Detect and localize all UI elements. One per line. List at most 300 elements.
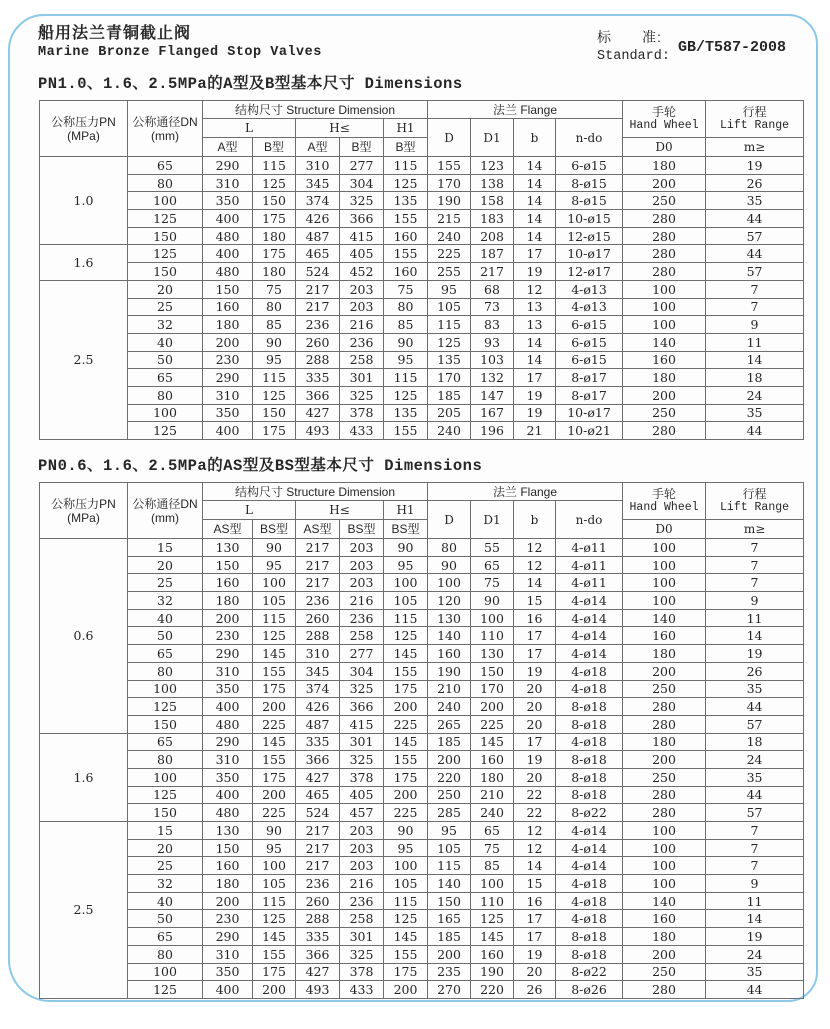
table-cell: 4-ø14 bbox=[556, 839, 623, 857]
table-cell: 180 bbox=[623, 645, 706, 663]
table-row bbox=[40, 945, 804, 963]
header-pressure bbox=[40, 483, 128, 539]
table-cell: 57 bbox=[706, 227, 804, 245]
table-cell: 20 bbox=[514, 698, 556, 716]
table-cell: 155 bbox=[384, 422, 428, 440]
table-cell: 25 bbox=[128, 574, 203, 592]
table-cell: 55 bbox=[471, 539, 514, 557]
table-cell: 200 bbox=[203, 333, 253, 351]
table-cell: 14 bbox=[514, 574, 556, 592]
table-cell: 250 bbox=[623, 963, 706, 981]
table-cell: 9 bbox=[706, 316, 804, 334]
table-cell: 125 bbox=[128, 698, 203, 716]
table-cell: 167 bbox=[471, 404, 514, 422]
table-cell: 140 bbox=[623, 609, 706, 627]
table-cell: 208 bbox=[471, 227, 514, 245]
table-row bbox=[40, 351, 804, 369]
table-cell: 230 bbox=[203, 910, 253, 928]
table-cell: 165 bbox=[428, 910, 471, 928]
header-lift-range-en: Lift Range bbox=[720, 119, 790, 132]
table-cell: 185 bbox=[428, 928, 471, 946]
table-cell: 427 bbox=[296, 768, 340, 786]
table-cell: 190 bbox=[428, 662, 471, 680]
table-cell: 17 bbox=[514, 910, 556, 928]
table-cell: 185 bbox=[428, 386, 471, 404]
table-cell: 487 bbox=[296, 227, 340, 245]
table-cell: 65 bbox=[471, 822, 514, 840]
table-cell: 17 bbox=[514, 245, 556, 263]
table-cell: 310 bbox=[203, 662, 253, 680]
table-row bbox=[40, 857, 804, 875]
table-cell: 100 bbox=[623, 280, 706, 298]
table-cell: 95 bbox=[253, 351, 296, 369]
table-cell: 9 bbox=[706, 875, 804, 893]
table-cell: 6-ø15 bbox=[556, 316, 623, 334]
table-cell: 57 bbox=[706, 715, 804, 733]
table-cell: 7 bbox=[706, 822, 804, 840]
table-cell: 14 bbox=[514, 192, 556, 210]
table-cell: 22 bbox=[514, 804, 556, 822]
table-cell: 100 bbox=[623, 875, 706, 893]
table-cell: 304 bbox=[340, 174, 384, 192]
table-cell: 277 bbox=[340, 645, 384, 663]
table-cell: 10-ø17 bbox=[556, 245, 623, 263]
table-cell: 65 bbox=[128, 645, 203, 663]
table-cell: 217 bbox=[296, 574, 340, 592]
table-cell: 4-ø14 bbox=[556, 822, 623, 840]
table-cell: 105 bbox=[253, 592, 296, 610]
table-cell: 217 bbox=[296, 280, 340, 298]
table-cell: 160 bbox=[623, 351, 706, 369]
table-cell: 200 bbox=[384, 981, 428, 999]
header-lift-range bbox=[706, 101, 804, 138]
table-cell: 115 bbox=[384, 157, 428, 175]
header-b: b bbox=[514, 119, 556, 157]
table-cell: 125 bbox=[128, 981, 203, 999]
table-cell: 100 bbox=[384, 857, 428, 875]
table-cell: 115 bbox=[384, 369, 428, 387]
table-cell: 285 bbox=[428, 804, 471, 822]
table-cell: 75 bbox=[471, 574, 514, 592]
table-cell: 19 bbox=[514, 263, 556, 281]
table-cell: 100 bbox=[623, 556, 706, 574]
table-cell: 190 bbox=[471, 963, 514, 981]
header-H1: H1 bbox=[384, 119, 428, 138]
dimensions-table-ab bbox=[39, 100, 804, 440]
table-row bbox=[40, 422, 804, 440]
table-cell: 20 bbox=[128, 280, 203, 298]
table-cell: 90 bbox=[428, 556, 471, 574]
header-type-a: A型 bbox=[203, 138, 253, 157]
table-cell: 7 bbox=[706, 280, 804, 298]
table-cell: 14 bbox=[514, 227, 556, 245]
table-cell: 105 bbox=[384, 592, 428, 610]
table-cell: 405 bbox=[340, 786, 384, 804]
table-cell: 415 bbox=[340, 715, 384, 733]
table-cell: 4-ø11 bbox=[556, 556, 623, 574]
table-cell: 190 bbox=[428, 192, 471, 210]
table-cell: 200 bbox=[623, 751, 706, 769]
table-cell: 187 bbox=[471, 245, 514, 263]
table-cell: 14 bbox=[514, 857, 556, 875]
table-cell: 100 bbox=[128, 404, 203, 422]
table-cell: 230 bbox=[203, 627, 253, 645]
table-row bbox=[40, 627, 804, 645]
table-cell: 14 bbox=[514, 210, 556, 228]
table-cell: 4-ø13 bbox=[556, 280, 623, 298]
table-cell: 19 bbox=[706, 645, 804, 663]
table-cell: 7 bbox=[706, 839, 804, 857]
table-row bbox=[40, 245, 804, 263]
table-cell: 115 bbox=[253, 157, 296, 175]
table-cell: 250 bbox=[623, 404, 706, 422]
table-cell: 258 bbox=[340, 351, 384, 369]
table-cell: 220 bbox=[471, 981, 514, 999]
table-cell: 93 bbox=[471, 333, 514, 351]
table-cell: 14 bbox=[706, 627, 804, 645]
table-cell: 150 bbox=[203, 556, 253, 574]
table-cell: 125 bbox=[128, 245, 203, 263]
table-cell: 125 bbox=[253, 174, 296, 192]
table-cell: 280 bbox=[623, 981, 706, 999]
table-row bbox=[40, 574, 804, 592]
table-cell: 100 bbox=[623, 574, 706, 592]
header-type-bs: BS型 bbox=[253, 520, 296, 539]
table-cell: 400 bbox=[203, 210, 253, 228]
table-cell: 135 bbox=[384, 192, 428, 210]
table-cell: 13 bbox=[514, 316, 556, 334]
standard-labels bbox=[597, 28, 670, 66]
header-type-as: AS型 bbox=[296, 520, 340, 539]
table-cell: 374 bbox=[296, 680, 340, 698]
table-row bbox=[40, 698, 804, 716]
table-cell: 250 bbox=[623, 192, 706, 210]
table-row bbox=[40, 910, 804, 928]
table-cell: 155 bbox=[384, 245, 428, 263]
table-cell: 155 bbox=[384, 751, 428, 769]
table-cell: 160 bbox=[428, 645, 471, 663]
table-cell: 4-ø13 bbox=[556, 298, 623, 316]
table-cell: 80 bbox=[128, 751, 203, 769]
table-cell: 280 bbox=[623, 263, 706, 281]
table-cell: 433 bbox=[340, 422, 384, 440]
table-row bbox=[40, 715, 804, 733]
table-cell: 200 bbox=[253, 698, 296, 716]
header-D: D bbox=[428, 501, 471, 539]
table-cell: 145 bbox=[471, 928, 514, 946]
table-cell: 145 bbox=[253, 928, 296, 946]
table-cell: 217 bbox=[471, 263, 514, 281]
table-cell: 8-ø17 bbox=[556, 386, 623, 404]
table-row bbox=[40, 981, 804, 999]
table-cell: 158 bbox=[471, 192, 514, 210]
table-row bbox=[40, 369, 804, 387]
table-cell: 350 bbox=[203, 963, 253, 981]
table-cell: 115 bbox=[428, 857, 471, 875]
pn-group-cell: 2.5 bbox=[40, 280, 128, 439]
table-cell: 100 bbox=[471, 609, 514, 627]
table-cell: 4-ø14 bbox=[556, 857, 623, 875]
table-cell: 280 bbox=[623, 227, 706, 245]
table-cell: 180 bbox=[253, 263, 296, 281]
table-cell: 405 bbox=[340, 245, 384, 263]
table-cell: 200 bbox=[428, 945, 471, 963]
table-row bbox=[40, 768, 804, 786]
table-cell: 350 bbox=[203, 680, 253, 698]
table-cell: 8-ø22 bbox=[556, 963, 623, 981]
table-cell: 200 bbox=[203, 609, 253, 627]
table-cell: 225 bbox=[253, 804, 296, 822]
table-cell: 255 bbox=[428, 263, 471, 281]
table-cell: 145 bbox=[471, 733, 514, 751]
table-row bbox=[40, 822, 804, 840]
header-structure: 结构尺寸 Structure Dimension bbox=[203, 483, 428, 501]
header-D0: D0 bbox=[623, 520, 706, 539]
table-cell: 115 bbox=[253, 892, 296, 910]
table-cell: 280 bbox=[623, 210, 706, 228]
table-cell: 200 bbox=[623, 945, 706, 963]
section-title-asbs: PN0.6、1.6、2.5MPa的AS型及BS型基本尺寸 Dimensions bbox=[38, 457, 483, 475]
table-cell: 125 bbox=[128, 422, 203, 440]
table-cell: 115 bbox=[253, 609, 296, 627]
table-cell: 200 bbox=[623, 174, 706, 192]
table-cell: 125 bbox=[128, 210, 203, 228]
table-cell: 260 bbox=[296, 333, 340, 351]
table-cell: 150 bbox=[253, 404, 296, 422]
table-cell: 125 bbox=[128, 786, 203, 804]
table-cell: 21 bbox=[514, 422, 556, 440]
table-cell: 110 bbox=[471, 627, 514, 645]
table-cell: 480 bbox=[203, 263, 253, 281]
table-cell: 80 bbox=[384, 298, 428, 316]
table-cell: 16 bbox=[514, 609, 556, 627]
table-cell: 220 bbox=[428, 768, 471, 786]
table-cell: 145 bbox=[253, 733, 296, 751]
header-hand-wheel-zh: 手轮 bbox=[652, 105, 677, 119]
table-cell: 150 bbox=[128, 263, 203, 281]
table-cell: 65 bbox=[128, 157, 203, 175]
table-cell: 110 bbox=[471, 892, 514, 910]
table-cell: 35 bbox=[706, 680, 804, 698]
table-cell: 480 bbox=[203, 715, 253, 733]
table-cell: 10-ø15 bbox=[556, 210, 623, 228]
header-H: H≤ bbox=[296, 119, 384, 138]
table-cell: 57 bbox=[706, 263, 804, 281]
table-cell: 65 bbox=[128, 928, 203, 946]
table-cell: 350 bbox=[203, 768, 253, 786]
table-body-ab bbox=[40, 157, 804, 440]
table-cell: 310 bbox=[203, 945, 253, 963]
table-row bbox=[40, 192, 804, 210]
table-cell: 200 bbox=[623, 662, 706, 680]
table-cell: 155 bbox=[253, 662, 296, 680]
table-cell: 155 bbox=[384, 945, 428, 963]
table-cell: 240 bbox=[471, 804, 514, 822]
table-cell: 19 bbox=[514, 751, 556, 769]
table-cell: 125 bbox=[253, 627, 296, 645]
table-cell: 366 bbox=[296, 751, 340, 769]
table-cell: 180 bbox=[623, 928, 706, 946]
table-cell: 4-ø18 bbox=[556, 875, 623, 893]
table-cell: 290 bbox=[203, 928, 253, 946]
header-m: m≥ bbox=[706, 520, 804, 539]
table-cell: 150 bbox=[253, 192, 296, 210]
table-cell: 14 bbox=[514, 351, 556, 369]
header-pressure-label: 公称压力PN bbox=[51, 496, 116, 511]
table-cell: 217 bbox=[296, 539, 340, 557]
table-cell: 175 bbox=[384, 680, 428, 698]
standard-label-chinese: 标 准: bbox=[597, 29, 662, 45]
table-cell: 19 bbox=[706, 928, 804, 946]
standard-label-english: Standard: bbox=[597, 49, 670, 64]
table-cell: 26 bbox=[514, 981, 556, 999]
header-diameter bbox=[128, 483, 203, 539]
table-cell: 12 bbox=[514, 280, 556, 298]
table-cell: 225 bbox=[384, 804, 428, 822]
table-cell: 203 bbox=[340, 280, 384, 298]
table-cell: 44 bbox=[706, 981, 804, 999]
table-cell: 200 bbox=[203, 892, 253, 910]
table-cell: 7 bbox=[706, 539, 804, 557]
table-cell: 14 bbox=[706, 351, 804, 369]
table-cell: 4-ø18 bbox=[556, 662, 623, 680]
table-row bbox=[40, 733, 804, 751]
table-cell: 4-ø18 bbox=[556, 733, 623, 751]
table-cell: 378 bbox=[340, 768, 384, 786]
table-cell: 290 bbox=[203, 369, 253, 387]
table-cell: 80 bbox=[128, 174, 203, 192]
table-cell: 8-ø18 bbox=[556, 698, 623, 716]
table-cell: 280 bbox=[623, 245, 706, 263]
table-row bbox=[40, 892, 804, 910]
table-row bbox=[40, 662, 804, 680]
table-cell: 335 bbox=[296, 928, 340, 946]
table-row bbox=[40, 645, 804, 663]
table-cell: 26 bbox=[706, 174, 804, 192]
table-cell: 217 bbox=[296, 298, 340, 316]
table-cell: 12 bbox=[514, 822, 556, 840]
table-cell: 200 bbox=[384, 698, 428, 716]
table-cell: 310 bbox=[296, 645, 340, 663]
table-cell: 155 bbox=[253, 751, 296, 769]
table-cell: 310 bbox=[203, 386, 253, 404]
table-cell: 95 bbox=[253, 556, 296, 574]
table-cell: 130 bbox=[203, 539, 253, 557]
table-cell: 236 bbox=[340, 609, 384, 627]
table-cell: 433 bbox=[340, 981, 384, 999]
table-cell: 32 bbox=[128, 592, 203, 610]
table-cell: 160 bbox=[623, 627, 706, 645]
table-row bbox=[40, 804, 804, 822]
table-cell: 4-ø18 bbox=[556, 892, 623, 910]
table-cell: 95 bbox=[253, 839, 296, 857]
table-row bbox=[40, 174, 804, 192]
table-cell: 6-ø15 bbox=[556, 333, 623, 351]
table-cell: 4-ø18 bbox=[556, 910, 623, 928]
header-L: L bbox=[203, 501, 296, 520]
table-cell: 19 bbox=[706, 157, 804, 175]
table-cell: 125 bbox=[384, 386, 428, 404]
table-cell: 160 bbox=[203, 857, 253, 875]
table-cell: 415 bbox=[340, 227, 384, 245]
table-cell: 50 bbox=[128, 627, 203, 645]
table-cell: 216 bbox=[340, 592, 384, 610]
table-cell: 125 bbox=[471, 910, 514, 928]
table-cell: 250 bbox=[623, 680, 706, 698]
table-cell: 100 bbox=[623, 592, 706, 610]
table-cell: 80 bbox=[128, 386, 203, 404]
table-cell: 147 bbox=[471, 386, 514, 404]
table-cell: 12 bbox=[514, 556, 556, 574]
table-cell: 105 bbox=[428, 298, 471, 316]
table-row bbox=[40, 680, 804, 698]
table-cell: 65 bbox=[471, 556, 514, 574]
table-cell: 73 bbox=[471, 298, 514, 316]
header-diameter-unit: (mm) bbox=[151, 510, 179, 525]
table-cell: 44 bbox=[706, 422, 804, 440]
table-cell: 16 bbox=[514, 892, 556, 910]
table-cell: 12 bbox=[514, 539, 556, 557]
table-cell: 90 bbox=[384, 822, 428, 840]
table-cell: 524 bbox=[296, 263, 340, 281]
pn-group-cell: 0.6 bbox=[40, 539, 128, 734]
table-cell: 10-ø21 bbox=[556, 422, 623, 440]
table-cell: 4-ø14 bbox=[556, 592, 623, 610]
table-cell: 20 bbox=[128, 556, 203, 574]
table-cell: 9 bbox=[706, 592, 804, 610]
table-cell: 105 bbox=[428, 839, 471, 857]
table-cell: 280 bbox=[623, 422, 706, 440]
table-cell: 216 bbox=[340, 316, 384, 334]
table-cell: 493 bbox=[296, 422, 340, 440]
table-cell: 427 bbox=[296, 404, 340, 422]
table-cell: 145 bbox=[384, 928, 428, 946]
table-cell: 15 bbox=[514, 875, 556, 893]
table-cell: 225 bbox=[253, 715, 296, 733]
table-cell: 100 bbox=[623, 839, 706, 857]
table-cell: 44 bbox=[706, 698, 804, 716]
table-cell: 236 bbox=[296, 875, 340, 893]
table-cell: 196 bbox=[471, 422, 514, 440]
table-cell: 180 bbox=[623, 369, 706, 387]
table-cell: 203 bbox=[340, 857, 384, 875]
table-cell: 160 bbox=[203, 574, 253, 592]
table-cell: 19 bbox=[514, 386, 556, 404]
header-hand-wheel-en: Hand Wheel bbox=[629, 119, 699, 132]
header-pressure-label: 公称压力PN bbox=[51, 114, 116, 129]
table-cell: 90 bbox=[471, 592, 514, 610]
header-pressure-unit: (MPa) bbox=[67, 510, 100, 525]
table-cell: 217 bbox=[296, 839, 340, 857]
table-cell: 145 bbox=[384, 733, 428, 751]
table-cell: 240 bbox=[428, 698, 471, 716]
table-cell: 350 bbox=[203, 404, 253, 422]
table-row bbox=[40, 786, 804, 804]
table-cell: 217 bbox=[296, 822, 340, 840]
table-cell: 150 bbox=[203, 839, 253, 857]
table-cell: 378 bbox=[340, 404, 384, 422]
table-cell: 345 bbox=[296, 662, 340, 680]
header-H1: H1 bbox=[384, 501, 428, 520]
table-cell: 20 bbox=[514, 715, 556, 733]
table-cell: 250 bbox=[428, 786, 471, 804]
table-cell: 138 bbox=[471, 174, 514, 192]
table-cell: 100 bbox=[428, 574, 471, 592]
table-cell: 215 bbox=[428, 210, 471, 228]
document-header bbox=[38, 24, 800, 66]
table-cell: 217 bbox=[296, 556, 340, 574]
table-cell: 100 bbox=[471, 875, 514, 893]
